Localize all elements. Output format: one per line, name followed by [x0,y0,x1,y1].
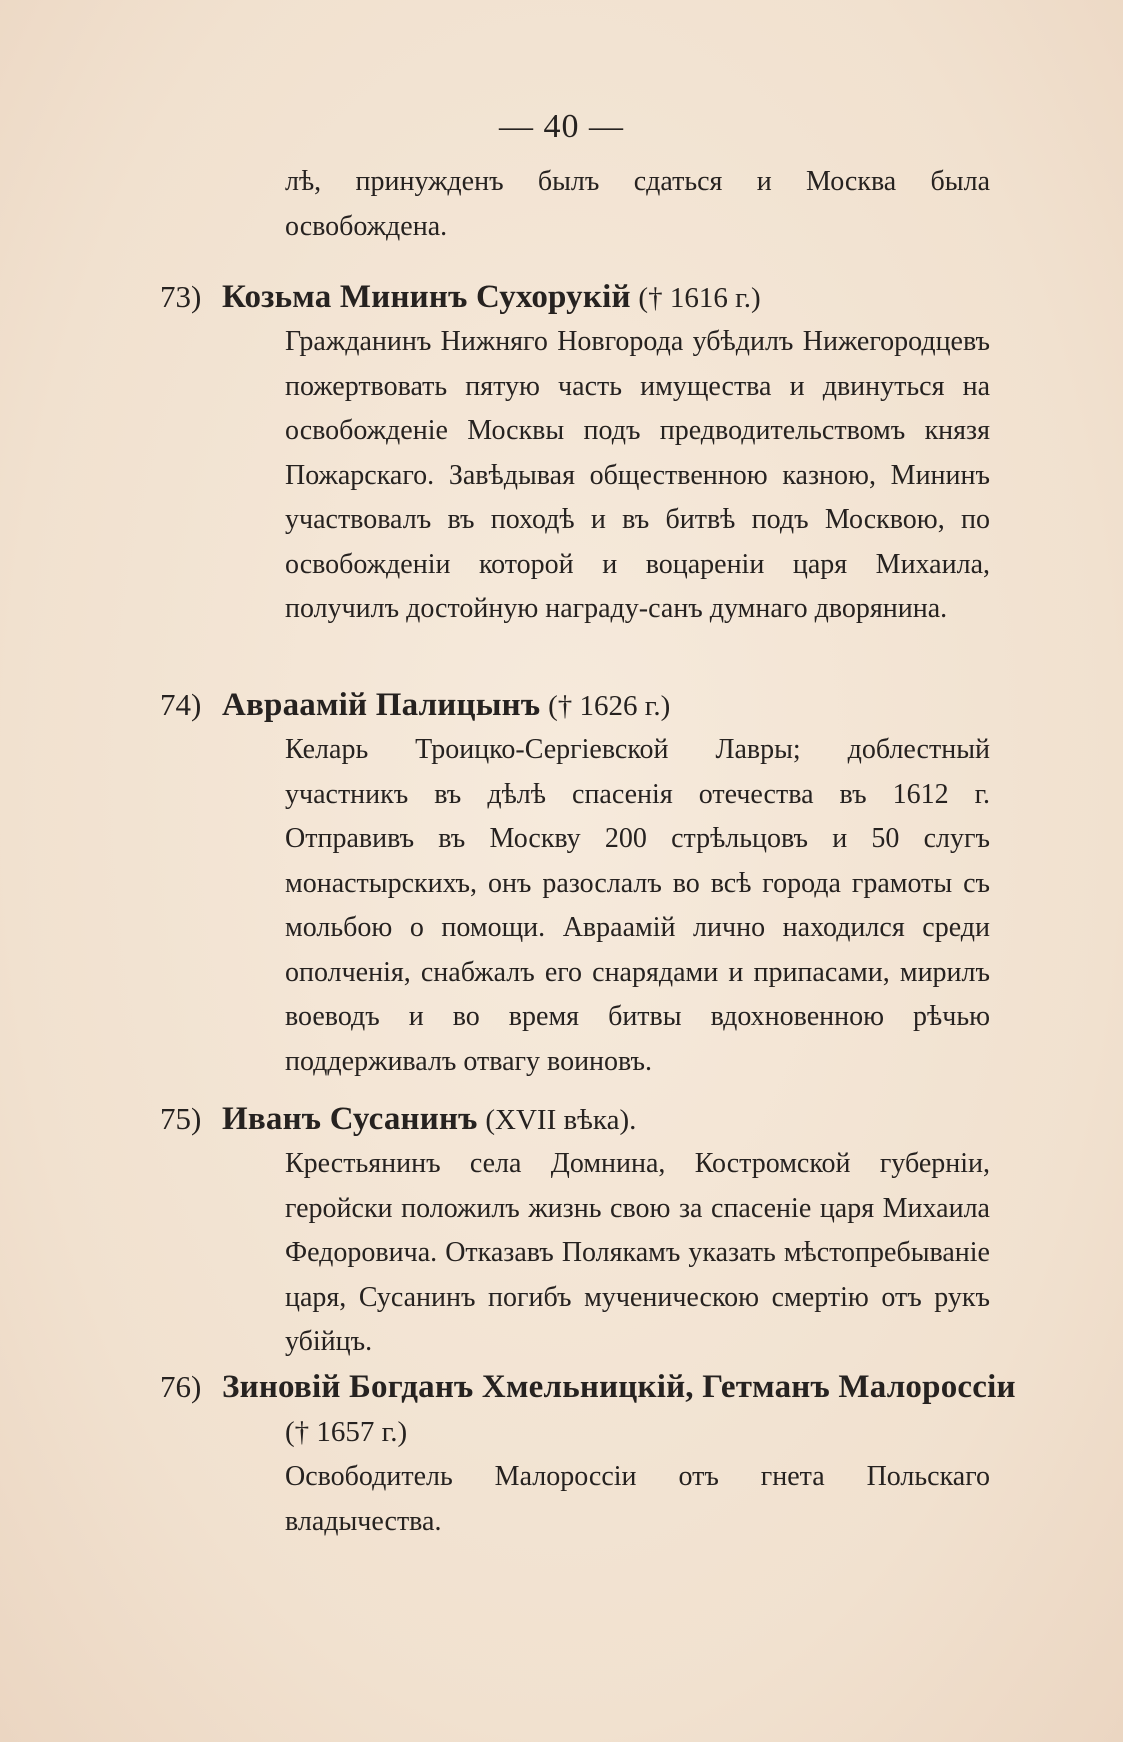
entry-heading [160,275,1000,320]
page-number: — 40 — [499,108,624,145]
entry-text: Освободитель Малороссіи отъ гнета Польскаго владычества. [285,1461,990,1537]
entry-number: 73) [160,279,202,314]
entry-number: 76) [160,1369,202,1404]
entry-text: Келарь Троицко-Сергіевской Лавры; доблестный участникъ въ дѣлѣ спасенія отечества въ 1612 г. Отправивъ въ Москву 200 стрѣльцовъ и 50 слугъ монастырскихъ, онъ разослалъ во всѣ города грамоты съ мольбою о помощи. Авраамій лично находился среди ополченія, снабжалъ его снарядами и припасами, мирилъ воеводъ и во время битвы вдохновенною рѣчью поддерживалъ отвагу воиновъ. [285,734,990,1077]
entry-heading [160,1365,1016,1409]
entry-number: 74) [160,687,202,722]
entry-date: (XVII вѣка). [485,1104,637,1136]
entry-heading [160,1097,1000,1142]
intro-paragraph: лѣ, принужденъ былъ сдаться и Москва была освобождена. [285,166,990,242]
entry-heading [160,683,1000,728]
entry-text: Гражданинъ Нижняго Новгорода убѣдилъ Нижегородцевъ пожертвовать пятую часть имущества и двинуться на освобожденіе Москвы подъ предводительствомъ князя Пожарскаго. Завѣдывая общественною казною, Мининъ участвовалъ въ походѣ и въ битвѣ подъ Москвою, по освобожденіи которой и воцареніи царя Михаила, получилъ достойную награду-санъ думнаго дворянина. [285,326,990,624]
entry-name: Зиновій Богданъ Хмельницкій, Гетманъ Малороссіи [222,1369,1016,1405]
entry-text: Крестьянинъ села Домнина, Костромской губерніи, геройски положилъ жизнь свою за спасеніе царя Михаила Федоровича. Отказавъ Полякамъ указать мѣстопребываніе царя, Сусанинъ погибъ мученическою смертію отъ рукъ убійцъ. [285,1148,990,1357]
entry-name: Козьма Мининъ Сухорукій [222,279,631,315]
entry-date: († 1626 г.) [548,690,671,722]
entry-date: († 1657 г.) [285,1416,408,1448]
entry-name: Авраамій Палицынъ [222,687,541,723]
entry-number: 75) [160,1101,202,1136]
entry-date: († 1616 г.) [638,282,761,314]
entry-name: Иванъ Сусанинъ [222,1101,478,1137]
